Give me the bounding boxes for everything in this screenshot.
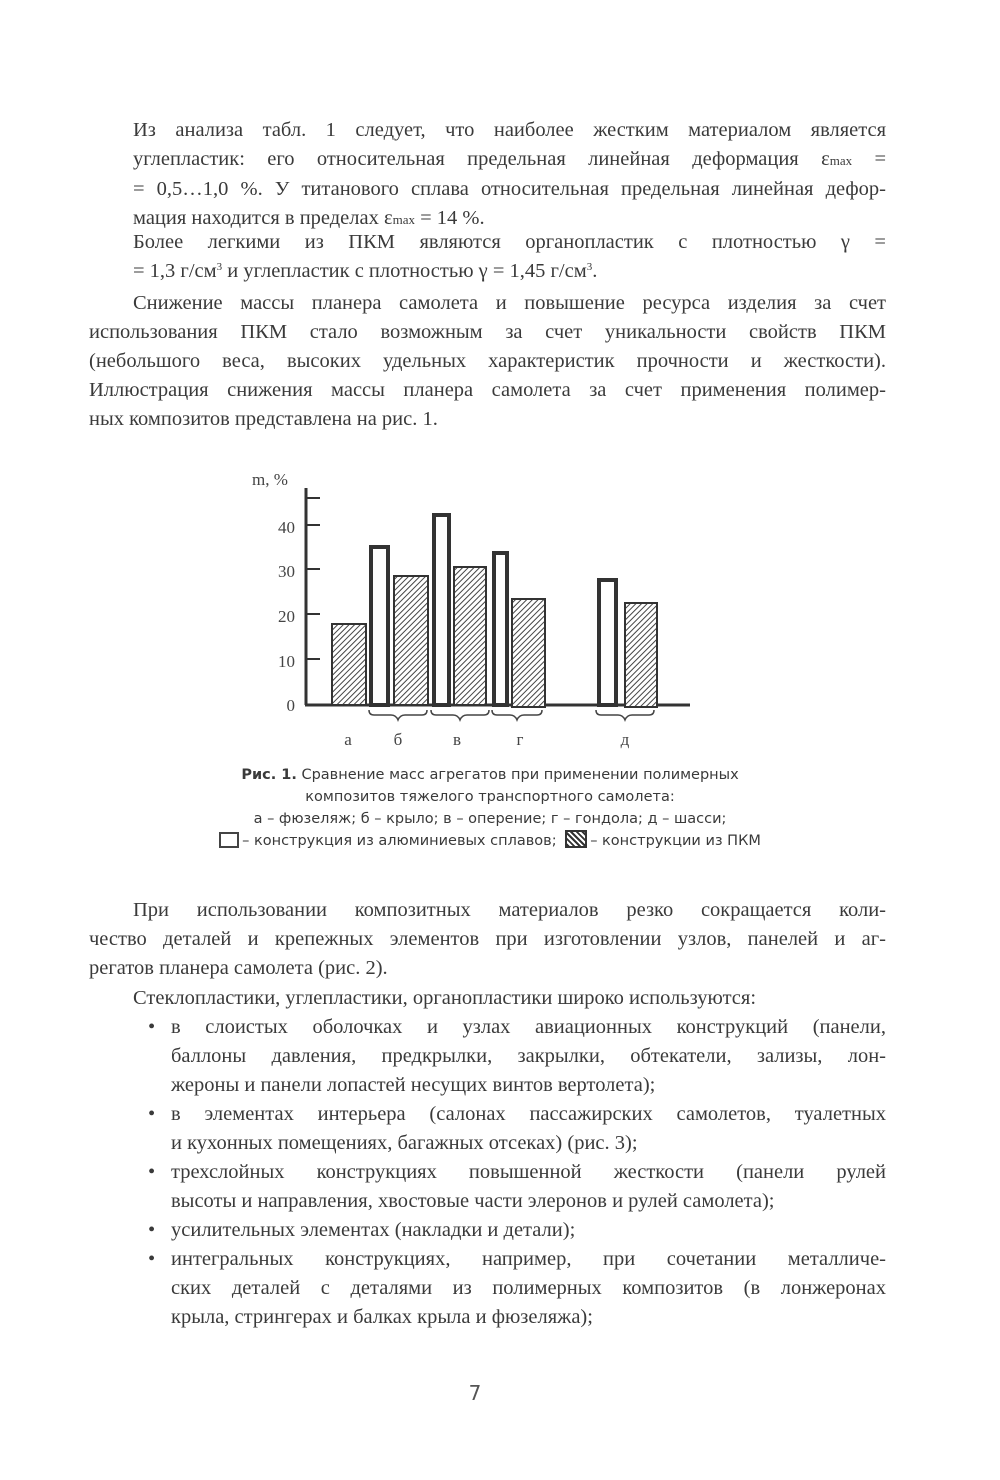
text-line: интегральных конструкциях, например, при сочетании металличе- (171, 1248, 886, 1270)
list-item (148, 1013, 886, 1100)
bar-d-pkm (625, 603, 657, 707)
text-line: Стеклопластики, углепластики, органопластики широко используются: (133, 987, 757, 1009)
text-span: = 14 %. (414, 207, 485, 229)
paragraph-5 (133, 984, 886, 1013)
caption-text: Сравнение масс агрегатов при применении полимерных (296, 767, 739, 783)
y-axis-label: m, % (252, 470, 288, 489)
svg-text:б: б (393, 730, 403, 749)
text-line: высоты и направления, хвостовые части элеронов и рулей самолета); (171, 1190, 775, 1212)
bar-g-pkm (512, 599, 545, 707)
text-line: и кухонных помещениях, багажных отсеках) (рис. 3); (171, 1132, 638, 1154)
bar-b-aluminum (371, 547, 388, 705)
text-line: трехслойных конструкциях повышенной жесткости (панели рулей (171, 1161, 886, 1183)
text-line: в элементах интерьера (салонах пассажирских самолетов, туалетных (171, 1103, 886, 1125)
svg-text:а: а (344, 730, 352, 749)
text-line: регатов планера самолета (рис. 2). (89, 957, 388, 979)
svg-text:20: 20 (278, 607, 295, 626)
bar-v-pkm (454, 567, 486, 705)
list-item (148, 1216, 886, 1245)
svg-text:0: 0 (286, 696, 295, 715)
bullet-icon: • (148, 1219, 156, 1241)
bar-g-aluminum (494, 553, 507, 705)
text-line: = 0,5…1,0 %. У титанового сплава относительная предельная линейная дефор- (133, 178, 886, 200)
text-line: При использовании композитных материалов резко сокращается коли- (133, 899, 886, 921)
text-line: ных композитов представлена на рис. 1. (89, 408, 438, 430)
bullet-icon: • (148, 1161, 156, 1183)
bar-v-aluminum (434, 515, 449, 705)
svg-text:30: 30 (278, 562, 295, 581)
text-line: Иллюстрация снижения массы планера самолета за счет применения полимер- (89, 379, 886, 401)
caption-line (150, 764, 830, 786)
list-item (148, 1100, 886, 1158)
bar-d-aluminum (599, 580, 616, 705)
open-box-icon (219, 832, 239, 848)
superscript: 3 (216, 261, 223, 273)
subscript: max (829, 153, 853, 168)
text-line: (небольшого веса, высоких удельных характеристик прочности и жесткости). (89, 350, 886, 372)
bar-b-pkm (394, 576, 428, 705)
text-line: баллоны давления, предкрылки, закрылки, обтекатели, зализы, лон- (171, 1045, 886, 1067)
bar-a-pkm (332, 624, 366, 705)
text-line: Более легкими из ПКМ являются органопластик с плотностью γ = (133, 231, 886, 253)
text-line: усилительных элементах (накладки и детали); (171, 1219, 576, 1241)
text-line: жероны и панели лопастей несущих винтов вертолета); (171, 1074, 656, 1096)
text-span: Из анализа табл. 1 следует, что наиболее жестким материалом является (133, 119, 886, 141)
bullet-list (148, 1013, 886, 1332)
figure-caption (150, 764, 830, 852)
subscript: max (392, 212, 415, 227)
paragraph-4 (89, 896, 886, 983)
caption-line: композитов тяжелого транспортного самолета: (305, 789, 675, 805)
svg-text:в: в (452, 730, 462, 749)
text-line: крыла, стрингерах и балках крыла и фюзеляжа); (171, 1306, 593, 1328)
x-category-labels (344, 730, 629, 749)
caption-line: а – фюзеляж; б – крыло; в – оперение; г – гондола; д – шасси; (253, 811, 727, 827)
text-span: углепластик: его относительная предельная линейная деформация ε (133, 148, 830, 170)
legend-pkm: – конструкции из ПКМ (590, 833, 761, 849)
svg-text:10: 10 (278, 652, 295, 671)
group-braces (369, 710, 654, 720)
bullet-icon: • (148, 1248, 156, 1270)
text-span: = 1,3 г/см (133, 260, 217, 282)
svg-text:д: д (620, 730, 630, 749)
hatched-box-icon (565, 830, 587, 848)
text-line: Снижение массы планера самолета и повышение ресурса изделия за счет (133, 292, 886, 314)
caption-legend (150, 830, 830, 852)
svg-text:г: г (516, 730, 524, 749)
svg-text:40: 40 (278, 518, 295, 537)
text-line: чество деталей и крепежных элементов при изготовлении узлов, панелей и аг- (89, 928, 886, 950)
bullet-icon: • (148, 1103, 156, 1125)
y-ticks (306, 498, 320, 659)
text-line: использования ПКМ стало возможным за счет уникальности свойств ПКМ (89, 321, 886, 343)
caption-label: Рис. 1. (241, 767, 297, 783)
text-line: в слоистых оболочках и узлах авиационных конструкций (панели, (171, 1016, 886, 1038)
legend-aluminum: – конструкция из алюминиевых сплавов; (242, 833, 557, 849)
y-tick-labels (278, 518, 295, 715)
text-span: = (852, 148, 887, 170)
text-span: и углепластик с плотностью γ = 1,45 г/см (222, 260, 587, 282)
text-span: мация находится в пределах ε (133, 207, 393, 229)
superscript: 3 (586, 261, 593, 273)
text-span: . (592, 260, 598, 282)
list-item (148, 1158, 886, 1216)
bullet-icon: • (148, 1016, 156, 1038)
page-number: 7 (468, 1381, 482, 1405)
text-line: ских деталей с деталями из полимерных композитов (в лонжеронах (171, 1277, 886, 1299)
list-item (148, 1245, 886, 1332)
